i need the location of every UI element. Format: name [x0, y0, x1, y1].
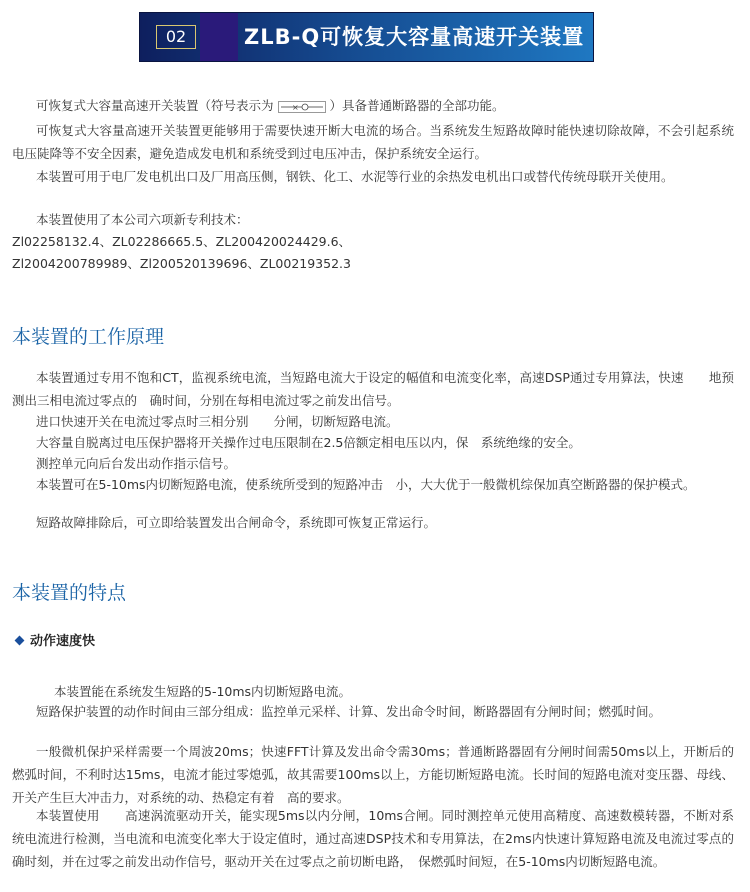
patents-line-2: Zl2004200789989、Zl200520139696、ZL00219352.3: [12, 256, 351, 271]
feature-subtitle: [16, 632, 95, 652]
diamond-bullet-icon: [15, 636, 25, 646]
intro-paragraph-3: 本装置可用于电厂发电机出口及厂用高压侧，钢铁、化工、水泥等行业的余热发电机出口或替代传统母联开关使用。: [36, 169, 674, 184]
patents-line-1: Zl02258132.4、ZL02286665.5、ZL200420024429.6、: [12, 234, 352, 249]
principle-paragraph-1: 本装置通过专用不饱和CT，监视系统电流，当短路电流大于设定的幅值和电流变化率，高速DSP通过专用算法，快速 地预测出三相电流过零点的 确时间，分别在每相电流过零之前发出信号。: [12, 370, 734, 408]
section-title-features: 本装置的特点: [12, 582, 127, 604]
intro-paragraph-2: 可恢复式大容量高速开关装置更能够用于需要快速开断大电流的场合。当系统发生短路故障时能快速切除故障，不会引起系统电压陡降等不安全因素，避免造成发电机和系统受到过电压冲击，保护系统安全运行。: [12, 123, 734, 161]
principle-paragraph-3: 大容量自脱离过电压保护器将开关操作过电压限制在2.5倍额定相电压以内，保 系统绝缘的安全。: [36, 435, 581, 450]
features-paragraph-1: 本装置能在系统发生短路的5-10ms内切断短路电流。: [54, 684, 352, 699]
features-paragraph-4: 本装置使用 高速涡流驱动开关，能实现5ms以内分闸，10ms合闸。同时测控单元使用高精度、高速数模转器，不断对系统电流进行检测，当电流和电流变化率大于设定值时，通过高速DSP技术和专用算法，在2ms内快速计算短路电流及电流过零点的 确时刻，并在过零之前发出动作信号，驱动开关在过零点之前切断电路， 保燃弧时间短，在5-10ms内切断短路电流。: [12, 808, 747, 869]
feature-subtitle-text: 动作速度快: [30, 634, 96, 649]
principle-paragraph-6: 短路故障排除后，可立即给装置发出合闸命令，系统即可恢复正常运行。: [36, 515, 437, 530]
patents-intro: 本装置使用了本公司六项新专利技术：: [36, 212, 249, 227]
switch-symbol-icon: [278, 101, 326, 113]
principle-paragraph-2: 进口快速开关在电流过零点时三相分别 分闸，切断短路电流。: [36, 414, 399, 429]
features-paragraph-2: 短路保护装置的动作时间由三部分组成：监控单元采样、计算、发出命令时间，断路器固有分闸时间；燃弧时间。: [36, 704, 662, 719]
intro-paragraph-1: [36, 96, 505, 116]
features-paragraph-3: 一般微机保护采样需要一个周波20ms；快速FFT计算及发出命令需30ms；普通断路器固有分闸时间需50ms以上，开断后的燃弧时间，不利时达15ms，电流才能过零熄弧，故其需要100ms以上，方能切断短路电流。长时间的短路电流对变压器、母线、开关产生巨大冲击力，对系统的动、热稳定有着 高的要求。: [12, 744, 734, 805]
banner-accent-block: [200, 13, 238, 61]
principle-paragraph-4: 测控单元向后台发出动作指示信号。: [36, 456, 237, 471]
principle-paragraph-5: 本装置可在5-10ms内切断短路电流，使系统所受到的短路冲击 小，大大优于一般微机综保加真空断路器的保护模式。: [36, 477, 696, 492]
svg-text:×: ×: [291, 102, 299, 112]
intro-p1-start: 可恢复式大容量高速开关装置（符号表示为: [36, 98, 274, 113]
section-title-principle: 本装置的工作原理: [12, 326, 165, 348]
header-banner: [139, 12, 594, 62]
page-title: ZLB-Q可恢复大容量高速开关装置: [244, 25, 585, 49]
intro-p1-end: ）具备普通断路器的全部功能。: [329, 98, 505, 113]
section-number: 02: [156, 25, 196, 49]
